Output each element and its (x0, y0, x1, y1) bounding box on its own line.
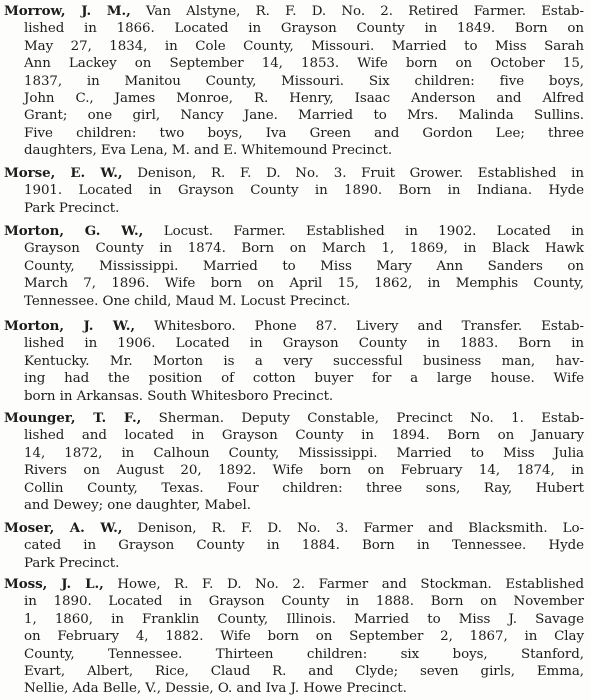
entry-line: John C., James Monroe, R. Henry, Isaac Anderson and Alfred (24, 90, 584, 106)
entry-morse (4, 165, 584, 217)
entry-line: Morrow, J. M., Van Alstyne, R. F. D. No. 2. Retired Farmer. Estab- (4, 3, 584, 19)
entry-line: Moser, A. W., Denison, R. F. D. No. 3. Farmer and Blacksmith. Lo- (4, 520, 584, 536)
entry-line: Kentucky. Mr. Morton is a very successful business man, hav- (24, 353, 584, 369)
entry-line: Moss, J. L., Howe, R. F. D. No. 2. Farmer and Stockman. Established (4, 576, 584, 592)
entry-name: Morton, G. W., (4, 223, 144, 239)
entry-line: Park Precinct. (24, 200, 120, 216)
entry-line: 1837, in Manitou County, Missouri. Six children: five boys, (24, 73, 584, 89)
entry-name: Morse, E. W., (4, 165, 123, 181)
entry-line: County, Mississippi. Married to Miss Mary Ann Sanders on (24, 258, 584, 274)
entry-moss (4, 576, 584, 698)
entry-line: Rivers on August 20, 1892. Wife born on February 14, 1874, in (24, 463, 584, 479)
entry-line: Grant; one girl, Nancy Jane. Married to Mrs. Malinda Sullins. (24, 108, 584, 124)
entry-line: cated in Grayson County in 1884. Born in Tennessee. Hyde (24, 538, 584, 554)
entry-line: March 7, 1896. Wife born on April 15, 1862, in Memphis County, (24, 276, 584, 292)
entry-line: in 1890. Located in Grayson County in 1888. Born on November (24, 594, 584, 610)
entry-line: County, Tennessee. Thirteen children: six boys, Stanford, (24, 646, 584, 662)
entry-line: Tennessee. One child, Maud M. Locust Precinct. (24, 293, 351, 309)
entry-line: born in Arkansas. South Whitesboro Precinct. (24, 388, 334, 404)
entry-line: Grayson County in 1874. Born on March 1, 1869, in Black Hawk (24, 241, 584, 257)
entry-line: Evart, Albert, Rice, Claud R. and Clyde; seven girls, Emma, (24, 663, 584, 679)
entry-line: 14, 1872, in Calhoun County, Mississippi. Married to Miss Julia (24, 445, 584, 461)
entry-line: ing had the position of cotton buyer for a large house. Wife (24, 371, 584, 387)
entry-mounger (4, 410, 584, 514)
entry-line: lished in 1906. Located in Grayson County in 1883. Born in (24, 336, 584, 352)
entry-line: 1, 1860, in Franklin County, Illinois. Married to Miss J. Savage (24, 611, 584, 627)
entry-line: Morton, J. W., Whitesboro. Phone 87. Livery and Transfer. Estab- (4, 318, 584, 334)
entry-line: Park Precinct. (24, 555, 120, 571)
entry-line: lished in 1866. Located in Grayson County in 1849. Born on (24, 21, 584, 37)
entry-line: lished and located in Grayson County in 1894. Born on January (24, 428, 584, 444)
entry-line: and Dewey; one daughter, Mabel. (24, 497, 251, 513)
entry-morton-jw (4, 318, 584, 405)
entry-line: Morton, G. W., Locust. Farmer. Established in 1902. Located in (4, 223, 585, 239)
entry-line: Mounger, T. F., Sherman. Deputy Constable, Precinct No. 1. Estab- (4, 410, 584, 426)
entry-line: daughters, Eva Lena, M. and E. Whitemound Precinct. (24, 143, 393, 159)
entry-line: May 27, 1834, in Cole County, Missouri. Married to Miss Sarah (24, 38, 584, 54)
entry-line: Ann Lackey on September 14, 1853. Wife born on October 15, (24, 56, 584, 72)
entry-line: 1901. Located in Grayson County in 1890. Born in Indiana. Hyde (24, 183, 584, 199)
entry-name: Moser, A. W., (4, 520, 123, 536)
entry-name: Morrow, J. M., (4, 3, 131, 19)
entry-name: Moss, J. L., (4, 576, 104, 592)
entry-line: Morse, E. W., Denison, R. F. D. No. 3. Fruit Grower. Established in (4, 165, 584, 181)
entry-line: on February 4, 1882. Wife born on September 2, 1867, in Clay (24, 629, 584, 645)
entry-line: Collin County, Texas. Four children: three sons, Ray, Hubert (24, 480, 584, 496)
entry-moser (4, 520, 584, 572)
entry-name: Morton, J. W., (4, 318, 136, 334)
entry-line: Nellie, Ada Belle, V., Dessie, O. and Iva J. Howe Precinct. (24, 681, 407, 697)
entry-morton-gw (4, 223, 584, 310)
entry-morrow (4, 3, 584, 160)
entry-name: Mounger, T. F., (4, 410, 142, 426)
entry-line: Five children: two boys, Iva Green and Gordon Lee; three (24, 125, 584, 141)
